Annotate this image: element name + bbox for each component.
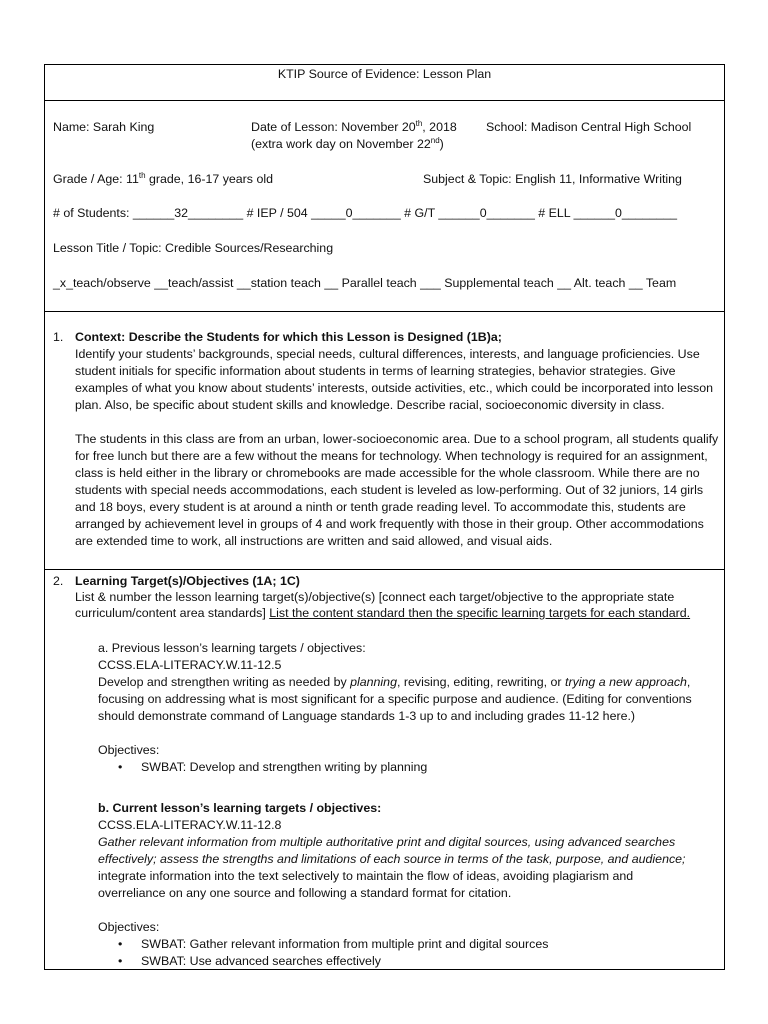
previous-objectives xyxy=(98,640,692,776)
bullet-icon: • xyxy=(118,937,123,951)
bullet-icon: • xyxy=(118,954,123,968)
info-row xyxy=(45,101,724,312)
student-counts: # of Students: ______32________ # IEP / 504 _____0_______ # G/T ______0_______ # ELL ______0________ xyxy=(53,206,678,220)
objectives-intro-2: curriculum/content area standards] List the content standard then the specific learning targets for each standard. xyxy=(75,606,691,620)
objectives-number: 2. xyxy=(53,574,64,588)
list-item: • SWBAT: Develop and strengthen writing by planning xyxy=(118,760,428,774)
current-objectives-label: Objectives: xyxy=(98,920,160,934)
current-objectives xyxy=(98,800,686,969)
objectives-heading: Learning Target(s)/Objectives (1A; 1C) xyxy=(75,574,300,588)
extra-work-day: (extra work day on November 22nd) xyxy=(251,135,444,151)
subject-topic: Subject & Topic: English 11, Informative Writing xyxy=(423,172,682,186)
teaching-mode: _x_teach/observe __teach/assist __station teach __ Parallel teach ___ Supplemental teach __ Alt. teach __ Team xyxy=(53,276,677,290)
current-text-3: integrate information into the text selectively to maintain the flow of ideas, avoiding plagiarism and xyxy=(98,869,634,883)
context-heading: Context: Describe the Students for which this Lesson is Designed (1B)a; xyxy=(75,330,502,344)
current-text-1: Gather relevant information from multiple authoritative print and digital sources, using advanced searches xyxy=(98,835,676,849)
grade-age: Grade / Age: 11th grade, 16-17 years old xyxy=(53,170,273,186)
current-text-4: overreliance on any one source and following a standard format for citation. xyxy=(98,886,512,900)
previous-objectives-label: Objectives: xyxy=(98,743,160,757)
previous-text-3: should demonstrate command of Language standards 1-3 up to and including grades 11-12 here.) xyxy=(98,709,636,723)
bullet-icon: • xyxy=(118,760,123,774)
objectives-intro-1: List & number the lesson learning target(s)/objective(s) [connect each target/objective to the appropriate state xyxy=(75,590,675,604)
context-number: 1. xyxy=(53,330,64,344)
previous-text-2: focusing on addressing what is most significant for a specific purpose and audience. (Editing for conventions xyxy=(98,692,692,706)
previous-text-1: Develop and strengthen writing as needed by planning, revising, editing, rewriting, or trying a new approach, xyxy=(98,675,691,689)
context-body: The students in this class are from an urban, lower-socioeconomic area. Due to a school program, all students qualify for free lunch but there are a few without the means for technology. When technology is required for an assignment, class is held either in the library or chromebooks are made accessible for the whole classroom. While there are no students with special needs accommodations, each student is leveled as low-performing. Out of 32 juniors, 14 girls and 18 boys, every student is at around a ninth or tenth grade reading level. To accommodate this, students are arranged by achievement level in groups of 4 and work frequently with those in their group. Other accommodations are extended time to work, all instructions are written and said allowed, and visual aids. xyxy=(75,432,719,548)
list-item: • SWBAT: Gather relevant information from multiple print and digital sources xyxy=(118,937,549,951)
previous-heading: a. Previous lesson’s learning targets / objectives: xyxy=(98,641,366,655)
previous-standard: CCSS.ELA-LITERACY.W.11-12.5 xyxy=(98,658,282,672)
current-standard: CCSS.ELA-LITERACY.W.11-12.8 xyxy=(98,818,282,832)
context-section xyxy=(45,312,724,570)
context-prompt: Identify your students’ backgrounds, special needs, cultural differences, interests, and language proficiencies. Use student initials for specific information about students in terms of learning strategies, behavior strategies. Give examples of what you know about students’ interests, outside activities, etc., which could be incorporated into lesson plan. Also, be specific about student skills and knowledge. Describe racial, socioeconomic diversity in class. xyxy=(75,347,714,412)
page-title: KTIP Source of Evidence: Lesson Plan xyxy=(277,67,492,81)
teacher-name: Name: Sarah King xyxy=(53,120,155,134)
list-item: • SWBAT: Use advanced searches effectively xyxy=(118,954,381,968)
school-name: School: Madison Central High School xyxy=(486,120,692,134)
lesson-title: Lesson Title / Topic: Credible Sources/Researching xyxy=(53,241,334,255)
objectives-section xyxy=(45,570,724,969)
current-heading: b. Current lesson’s learning targets / objectives: xyxy=(98,801,382,815)
current-text-2: effectively; assess the strengths and limitations of each source in terms of the task, purpose, and audience; xyxy=(98,852,686,866)
title-row xyxy=(45,65,724,101)
lesson-date: Date of Lesson: November 20th, 2018 xyxy=(251,118,457,134)
lesson-plan-table xyxy=(44,64,725,970)
